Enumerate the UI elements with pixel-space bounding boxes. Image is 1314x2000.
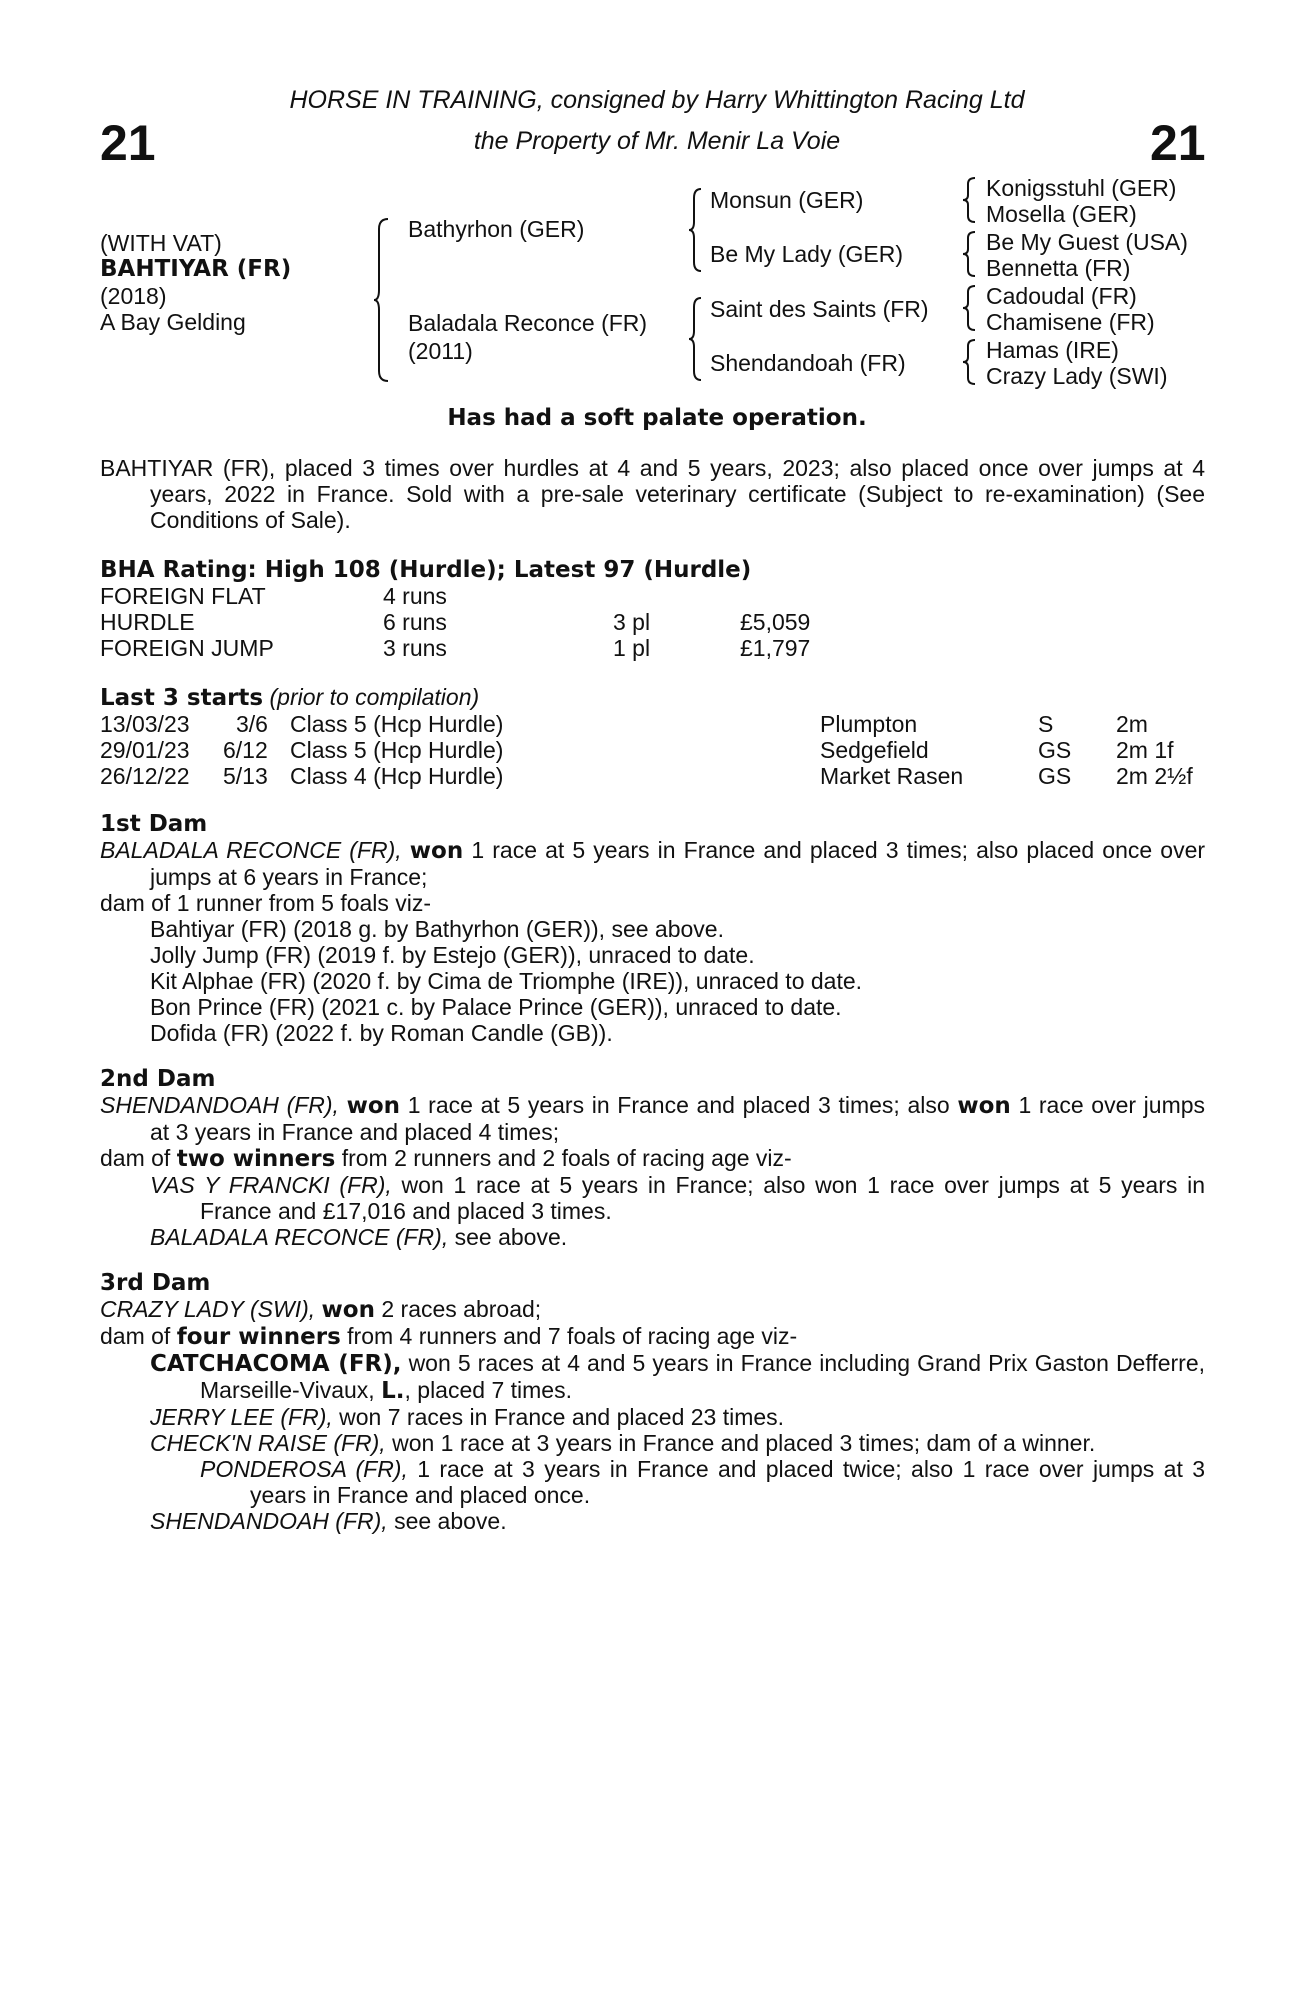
dam3-text: 2 races abroad; xyxy=(381,1296,542,1322)
record-row xyxy=(100,609,1205,635)
dam3-grandprogeny-text: 1 race at 3 years in France and placed twice; also 1 race over jumps at 3 years in France and placed once. xyxy=(250,1456,1206,1508)
dam3-progeny-text-end: , placed 7 times. xyxy=(404,1377,572,1403)
summary-text: BAHTIYAR (FR), placed 3 times over hurdles at 4 and 5 years, 2023; also placed once over jumps at 4 years, 2022 in France. Sold with a pre-sale veterinary certificate (Subject to re-examination) (See Conditions of Sale). xyxy=(100,455,1205,533)
dam2-damof2: from 2 runners and 2 foals of racing age viz- xyxy=(341,1145,792,1171)
dam3-name: CRAZY LADY (SWI), xyxy=(100,1296,316,1322)
lot-number-left: 21 xyxy=(100,115,156,171)
dam3-progeny-name: CATCHACOMA (FR), xyxy=(150,1351,402,1377)
dam2-won2: won xyxy=(957,1093,1011,1119)
dam2-title: 2nd Dam xyxy=(100,1066,216,1092)
dam1-foal: Dofida (FR) (2022 f. by Roman Candle (GB)). xyxy=(150,1020,613,1046)
start-row xyxy=(100,763,1205,789)
bha-rating: BHA Rating: High 108 (Hurdle); Latest 97 (Hurdle) xyxy=(100,557,752,583)
record-prize: £1,797 xyxy=(740,635,811,661)
record-runs: 6 runs xyxy=(383,609,447,635)
dam3-damof1: dam of xyxy=(100,1323,171,1349)
last3-title: Last 3 starts xyxy=(100,685,264,711)
pedigree-sire-sire: Monsun (GER) xyxy=(710,187,864,213)
dam2-damof-bold: two winners xyxy=(176,1146,336,1172)
start-date: 29/01/23 xyxy=(100,737,190,763)
pedigree-gg7: Hamas (IRE) xyxy=(986,337,1119,363)
dam1-text: 1 race at 5 years in France and placed 3 times; also placed once over jumps at 6 years in France; xyxy=(150,837,1206,890)
pedigree-gg6: Chamisene (FR) xyxy=(986,309,1155,335)
dam3-progeny-text: won 5 races at 4 and 5 years in France including Grand Prix Gaston Defferre, Marseille-Vivaux, xyxy=(200,1350,1206,1403)
start-row xyxy=(100,737,1205,763)
start-position: 3/6 xyxy=(236,711,268,737)
dam1-foal: Bon Prince (FR) (2021 c. by Palace Prince (GER)), unraced to date. xyxy=(150,994,842,1020)
start-position: 5/13 xyxy=(223,763,268,789)
dam3-progeny-text: won 7 races in France and placed 23 times. xyxy=(339,1404,785,1430)
dam3-progeny-name: JERRY LEE (FR), xyxy=(150,1404,333,1430)
dam1-foal: Bahtiyar (FR) (2018 g. by Bathyrhon (GER)), see above. xyxy=(150,916,724,942)
pedigree-gg5: Cadoudal (FR) xyxy=(986,283,1137,309)
pedigree-sire: Bathyrhon (GER) xyxy=(408,216,585,242)
start-date: 13/03/23 xyxy=(100,711,190,737)
dam2-progeny-text: see above. xyxy=(454,1224,568,1250)
dam3-grandprogeny-name: PONDEROSA (FR), xyxy=(200,1456,408,1482)
pedigree-bracket-dam xyxy=(689,295,705,385)
pedigree-dam-sire: Saint des Saints (FR) xyxy=(710,296,929,322)
record-row xyxy=(100,583,1205,609)
start-course: Sedgefield xyxy=(820,737,929,763)
record-type: FOREIGN JUMP xyxy=(100,635,274,661)
dam2-name: SHENDANDOAH (FR), xyxy=(100,1092,339,1118)
dam2-text1: 1 race at 5 years in France and placed 3 times; also xyxy=(407,1092,950,1118)
start-class: Class 5 (Hcp Hurdle) xyxy=(290,711,504,737)
record-type: HURDLE xyxy=(100,609,195,635)
dam3-title: 3rd Dam xyxy=(100,1270,211,1296)
start-distance: 2m 2½f xyxy=(1116,763,1193,789)
pedigree-gg2: Mosella (GER) xyxy=(986,201,1137,227)
pedigree-gg3: Be My Guest (USA) xyxy=(986,229,1188,255)
dam2-progeny-name: VAS Y FRANCKI (FR), xyxy=(150,1172,392,1198)
pedigree-bracket-g4 xyxy=(963,338,977,388)
record-placed: 1 pl xyxy=(613,635,651,661)
start-class: Class 4 (Hcp Hurdle) xyxy=(290,763,504,789)
record-row xyxy=(100,635,1205,661)
start-position: 6/12 xyxy=(223,737,268,763)
pedigree-dam-year: (2011) xyxy=(408,338,473,364)
dam3-damof-bold: four winners xyxy=(176,1324,341,1350)
dam3-progeny-text: see above. xyxy=(394,1508,507,1534)
horse-description: A Bay Gelding xyxy=(100,309,246,335)
horse-name: BAHTIYAR (FR) xyxy=(100,256,292,282)
dam1-name: BALADALA RECONCE (FR), xyxy=(100,837,402,863)
start-going: S xyxy=(1038,711,1054,737)
start-going: GS xyxy=(1038,737,1072,763)
dam1-damof: dam of 1 runner from 5 foals viz- xyxy=(100,890,432,916)
pedigree-bracket-sire xyxy=(689,186,705,276)
pedigree-bracket-g3 xyxy=(963,284,977,334)
dam1-won: won xyxy=(409,838,464,864)
pedigree-bracket-g2 xyxy=(963,230,977,280)
record-type: FOREIGN FLAT xyxy=(100,583,266,609)
dam2-won: won xyxy=(346,1093,401,1119)
header-property: the Property of Mr. Menir La Voie xyxy=(473,127,841,155)
start-distance: 2m xyxy=(1116,711,1148,737)
start-course: Plumpton xyxy=(820,711,918,737)
dam3-damof2: from 4 runners and 7 foals of racing age viz- xyxy=(347,1323,798,1349)
horse-year: (2018) xyxy=(100,283,167,309)
pedigree-gg4: Bennetta (FR) xyxy=(986,255,1131,281)
start-row xyxy=(100,711,1205,737)
pedigree-gg1: Konigsstuhl (GER) xyxy=(986,175,1177,201)
soft-palate-note: Has had a soft palate operation. xyxy=(447,405,867,431)
vat-label: (WITH VAT) xyxy=(100,230,222,256)
dam2-progeny-name: BALADALA RECONCE (FR), xyxy=(150,1224,449,1250)
pedigree-bracket-main xyxy=(374,215,394,385)
dam3-progeny-text: won 1 race at 3 years in France and placed 3 times; dam of a winner. xyxy=(392,1430,1096,1456)
pedigree-dam: Baladala Reconce (FR) xyxy=(408,310,648,336)
listed-marker: L. xyxy=(381,1378,405,1404)
start-going: GS xyxy=(1038,763,1072,789)
record-runs: 3 runs xyxy=(383,635,447,661)
dam3-won: won xyxy=(321,1297,375,1323)
dam1-foal: Jolly Jump (FR) (2019 f. by Estejo (GER)), unraced to date. xyxy=(150,942,755,968)
dam1-foal: Kit Alphae (FR) (2020 f. by Cima de Triomphe (IRE)), unraced to date. xyxy=(150,968,863,994)
dam3-progeny-name: CHECK'N RAISE (FR), xyxy=(150,1430,386,1456)
last3-note: (prior to compilation) xyxy=(269,684,480,710)
dam2-progeny-text: won 1 race at 5 years in France; also won 1 race over jumps at 5 years in France and £17,016 and placed 3 times. xyxy=(200,1172,1205,1224)
dam1-title: 1st Dam xyxy=(100,811,208,837)
start-distance: 2m 1f xyxy=(1116,737,1174,763)
pedigree-dam-dam: Shendandoah (FR) xyxy=(710,350,906,376)
dam2-damof1: dam of xyxy=(100,1145,171,1171)
dam3-progeny-name: SHENDANDOAH (FR), xyxy=(150,1508,388,1534)
lot-number-right: 21 xyxy=(1150,115,1206,171)
start-date: 26/12/22 xyxy=(100,763,190,789)
dam2-text2: 1 race over jumps at 3 years in France and placed 4 times; xyxy=(150,1092,1206,1145)
record-runs: 4 runs xyxy=(383,583,447,609)
record-placed: 3 pl xyxy=(613,609,651,635)
pedigree-gg8: Crazy Lady (SWI) xyxy=(986,363,1168,389)
pedigree-sire-dam: Be My Lady (GER) xyxy=(710,241,903,267)
pedigree-bracket-g1 xyxy=(963,176,977,226)
header-consignor: HORSE IN TRAINING, consigned by Harry Whittington Racing Ltd xyxy=(289,86,1025,114)
start-course: Market Rasen xyxy=(820,763,964,789)
record-prize: £5,059 xyxy=(740,609,811,635)
start-class: Class 5 (Hcp Hurdle) xyxy=(290,737,504,763)
